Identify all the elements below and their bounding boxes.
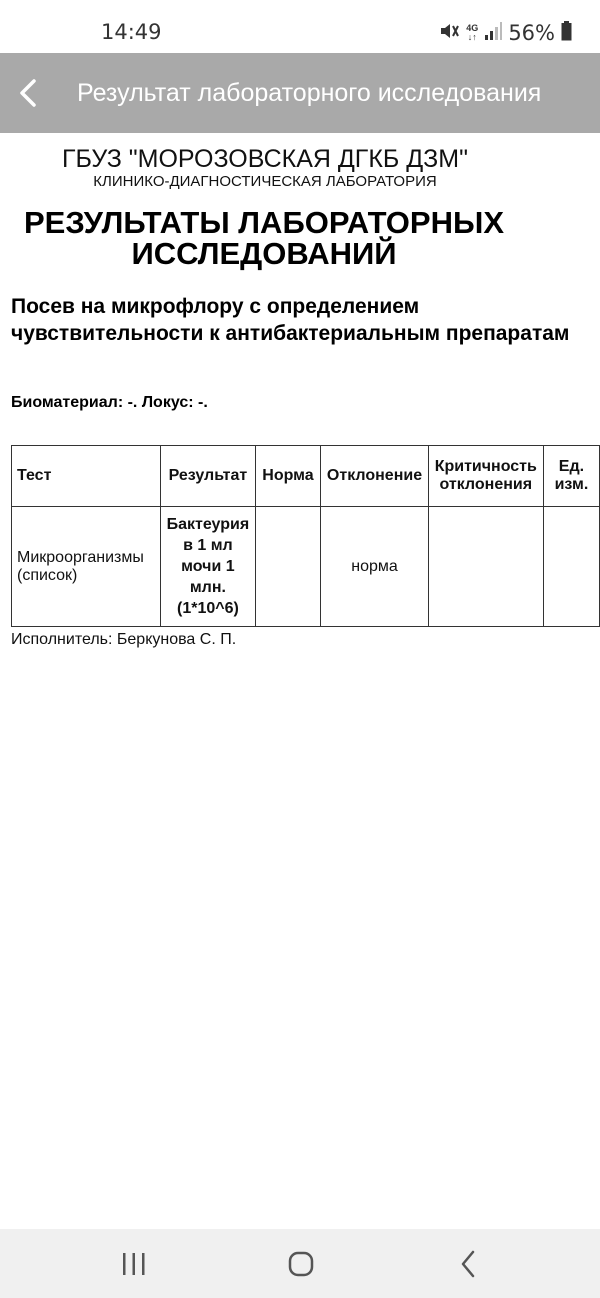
organization-name: ГБУЗ "МОРОЗОВСКАЯ ДГКБ ДЗМ" bbox=[62, 145, 468, 173]
cell-result: Бактеурия в 1 мл мочи 1 млн. (1*10^6) bbox=[161, 507, 256, 627]
test-name: Посев на микрофлору с определением чувствительности к антибактериальным препаратам bbox=[11, 295, 570, 345]
status-time: 14:49 bbox=[101, 20, 162, 44]
back-button[interactable] bbox=[10, 73, 50, 113]
cell-test: Микроорганизмы (список) bbox=[12, 507, 161, 627]
back-nav-icon bbox=[448, 1246, 488, 1282]
home-icon bbox=[281, 1246, 321, 1282]
report-title-line-1: РЕЗУЛЬТАТЫ ЛАБОРАТОРНЫХ bbox=[23, 205, 504, 240]
signal-icon bbox=[484, 21, 502, 46]
biomaterial-info: Биоматериал: -. Локус: -. bbox=[11, 394, 208, 411]
header-result: Результат bbox=[161, 446, 256, 507]
executor: Исполнитель: Беркунова С. П. bbox=[11, 631, 237, 648]
header-test: Тест bbox=[12, 446, 161, 507]
cell-unit bbox=[543, 507, 599, 627]
battery-icon bbox=[561, 21, 572, 46]
cell-norm bbox=[255, 507, 321, 627]
page-title: Результат лабораторного исследования bbox=[77, 79, 542, 107]
cell-criticality bbox=[428, 507, 543, 627]
status-bar bbox=[0, 0, 600, 53]
battery-percent: 56% bbox=[508, 21, 555, 45]
system-nav-bar bbox=[0, 1229, 600, 1298]
mute-icon bbox=[438, 20, 460, 47]
results-table bbox=[11, 445, 600, 627]
status-icons bbox=[438, 20, 572, 46]
header-norm: Норма bbox=[255, 446, 321, 507]
table-header-row bbox=[12, 446, 600, 507]
recent-apps-icon bbox=[114, 1246, 154, 1282]
app-bar bbox=[0, 53, 600, 133]
header-criticality: Критичность отклонения bbox=[428, 446, 543, 507]
report-title-line-2: ИССЛЕДОВАНИЙ bbox=[131, 236, 397, 271]
back-nav-button[interactable] bbox=[448, 1246, 488, 1282]
back-arrow-icon bbox=[10, 73, 50, 113]
lab-name: КЛИНИКО-ДИАГНОСТИЧЕСКАЯ ЛАБОРАТОРИЯ bbox=[93, 173, 437, 190]
network-type-label: 4G bbox=[466, 23, 479, 33]
network-type-icon: 4G ↓↑ bbox=[466, 23, 479, 42]
header-deviation: Отклонение bbox=[321, 446, 428, 507]
header-unit: Ед. изм. bbox=[543, 446, 599, 507]
recent-apps-button[interactable] bbox=[114, 1246, 154, 1282]
home-button[interactable] bbox=[281, 1246, 321, 1282]
cell-deviation: норма bbox=[321, 507, 428, 627]
report-title bbox=[0, 207, 528, 269]
table-row bbox=[12, 507, 600, 627]
